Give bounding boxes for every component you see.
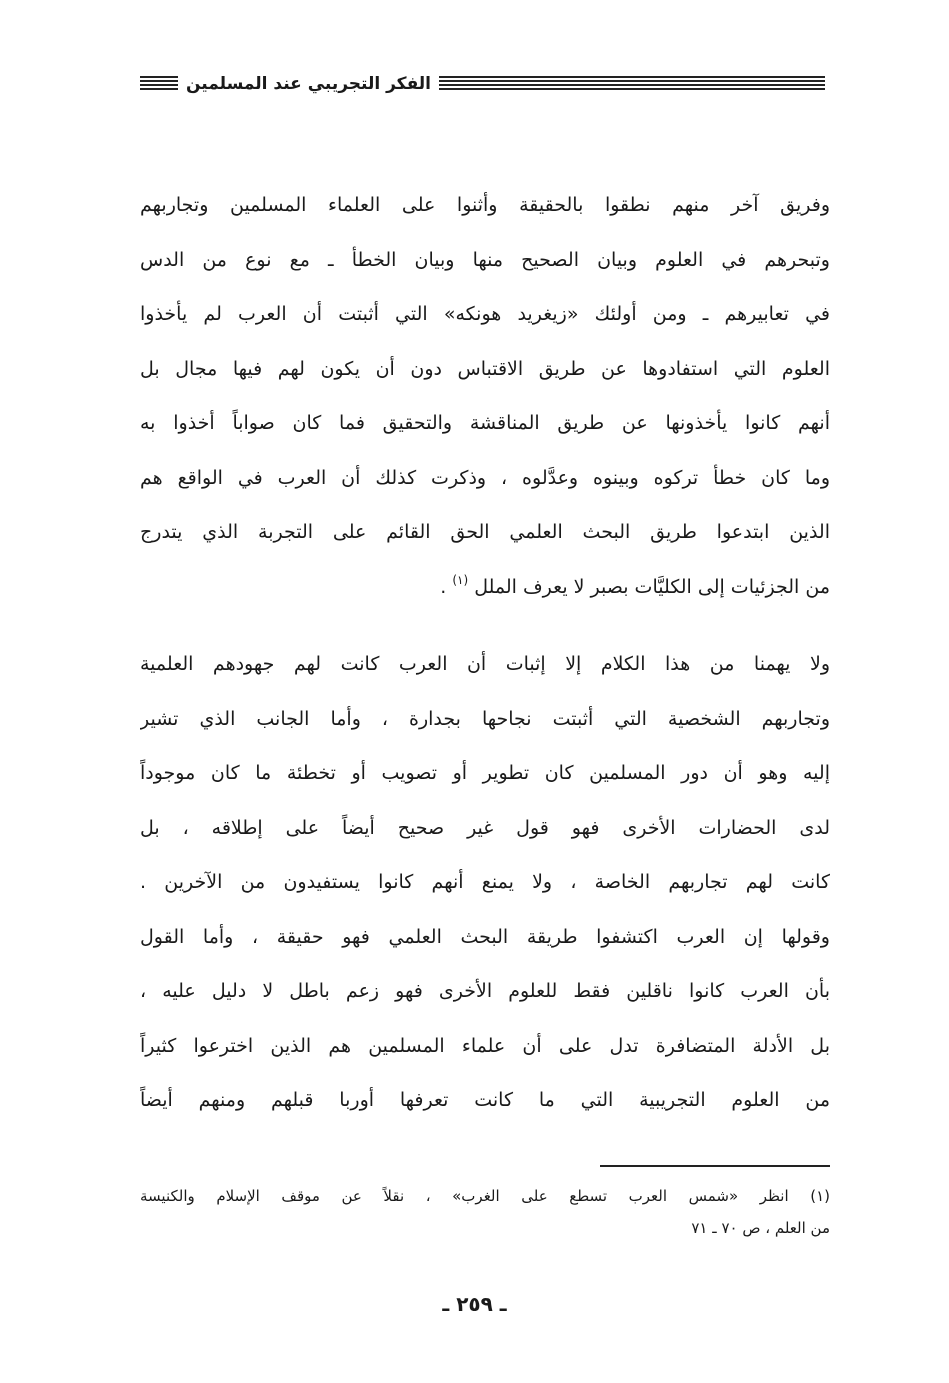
paragraph-1 — [140, 178, 830, 614]
text-line: وتبحرهم في العلوم وبيان الصحيح منها وبيان الخطأ ـ مع نوع من الدس — [140, 248, 830, 271]
text-line: من العلوم التجريبية التي ما كانت تعرفها أوربا قبلهم ومنهم أيضاً — [140, 1089, 830, 1111]
text-line: العلوم التي استفادوها عن طريق الاقتباس دون أن يكون لهم فيها مجال بل — [140, 357, 830, 380]
page-number: ـ ٢٥٩ ـ — [442, 1292, 507, 1316]
main-text — [140, 178, 830, 1128]
text-line: في تعابيرهم ـ ومن أولئك «زيغريد هونكه» التي أثبتت أن العرب لم يأخذوا — [140, 303, 830, 325]
header-rule-left — [140, 76, 178, 92]
paragraph-2 — [140, 637, 830, 1128]
text-line: وتجاربهم الشخصية التي أثبتت نجاحها بجدارة ، وأما الجانب الذي تشير — [140, 707, 830, 730]
sentence-end: . — [440, 575, 447, 598]
paragraph-gap — [140, 614, 830, 637]
footnote-divider — [600, 1165, 830, 1167]
text-line: وما كان خطأ تركوه وبينوه وعدَّلوه ، وذكرت كذلك أن العرب في الواقع هم — [140, 466, 830, 489]
last-line-text: من الجزئيات إلى الكليَّات بصبر لا يعرف الملل — [474, 575, 830, 598]
footnote-1 — [140, 1180, 830, 1244]
header-rule-right — [439, 76, 825, 92]
footnote-reference[interactable]: (١) — [452, 572, 469, 587]
text-line: أنهم كانوا يأخذونها عن طريق المناقشة والتحقيق فما كان صواباً أخذوا به — [140, 412, 830, 434]
running-header — [140, 70, 825, 98]
text-line: وفريق آخر منهم نطقوا بالحقيقة وأثنوا على العلماء المسلمين وتجاربهم — [140, 194, 830, 216]
text-line: بأن العرب كانوا ناقلين فقط للعلوم الأخرى فهو زعم باطل لا دليل عليه ، — [140, 980, 830, 1002]
header-title: الفكر التجريبي عند المسلمين — [186, 74, 432, 94]
text-line: إليه وهو أن دور المسلمين كان تطوير أو تصويب أو تخطئة ما كان موجوداً — [140, 762, 830, 784]
text-line: الذين ابتدعوا طريق البحث العلمي الحق القائم على التجربة الذي يتدرج — [140, 521, 830, 543]
text-line: كانت لهم تجاربهم الخاصة ، ولا يمنع أنهم كانوا يستفيدون من الآخرين . — [140, 871, 830, 893]
text-line: ولا يهمنا من هذا الكلام إلا إثبات أن العرب كانت لهم جهودهم العلمية — [140, 653, 830, 675]
text-line-last — [140, 560, 830, 615]
text-line: بل الأدلة المتضافرة تدل على أن علماء المسلمين هم الذين اخترعوا كثيراً — [140, 1034, 830, 1057]
footnote-line: (١) انظر «شمس العرب تسطع على الغرب» ، نقلاً عن موقف الإسلام والكنيسة — [140, 1187, 830, 1205]
text-line: وقولها إن العرب اكتشفوا طريقة البحث العلمي فهو حقيقة ، وأما القول — [140, 925, 830, 948]
footnote-line: من العلم ، ص ٧٠ ـ ٧١ — [691, 1219, 830, 1237]
text-line: لدى الحضارات الأخرى فهو قول غير صحيح أيضاً على إطلاقه ، بل — [140, 816, 830, 839]
